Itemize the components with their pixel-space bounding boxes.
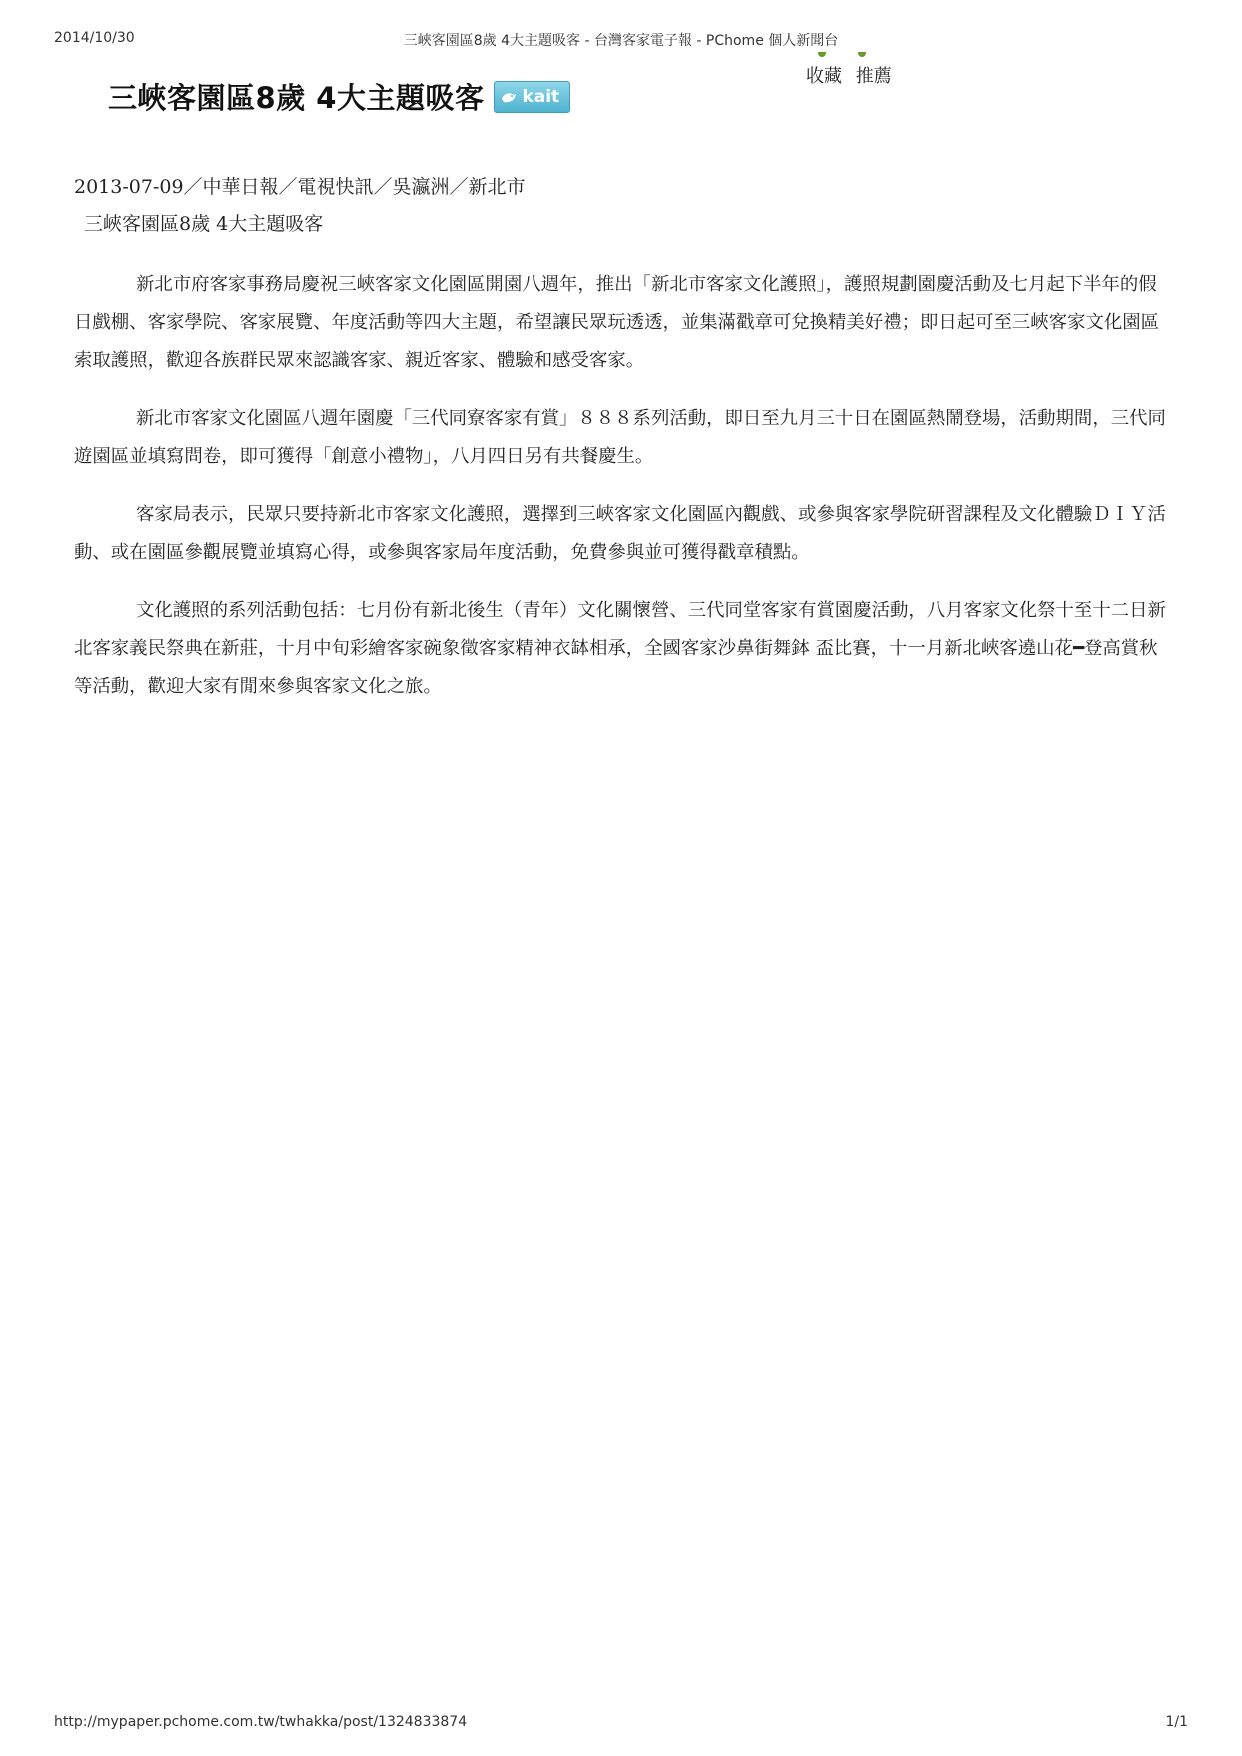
print-doc-title: 三峽客園區8歲 4大主題吸客 - 台灣客家電子報 - PChome 個人新聞台 bbox=[403, 33, 839, 49]
paragraph: 新北市府客家事務局慶祝三峽客家文化園區開園八週年，推出「新北市客家文化護照」，護照規劃園慶活動及七月起下半年的假日戲棚、客家學院、客家展覽、年度活動等四大主題，希望讓民眾玩透透，並集滿戳章可兌換精美好禮；即日起可至三峽客家文化園區索取護照，歡迎各族群民眾來認識客家、親近客家、體驗和感受客家。 bbox=[74, 274, 1160, 371]
print-date: 2014/10/30 bbox=[54, 30, 135, 46]
print-header bbox=[54, 30, 1188, 50]
kait-badge-label: kait bbox=[522, 86, 560, 107]
paragraph: 新北市客家文化園區八週年園慶「三代同寮客家有賞」８８８系列活動，即日至九月三十日在園區熱鬧登場，活動期間，三代同遊園區並填寫問卷，即可獲得「創意小禮物」，八月四日另有共餐慶生。 bbox=[74, 408, 1166, 467]
kait-badge-button[interactable] bbox=[494, 81, 570, 113]
action-icons bbox=[806, 48, 900, 62]
page-title: 三峽客園區8歲 4大主題吸客 bbox=[108, 81, 485, 115]
print-footer bbox=[54, 1714, 1188, 1734]
recommend-button[interactable]: 推薦 bbox=[855, 66, 892, 87]
article-title-row bbox=[108, 76, 570, 117]
article-body bbox=[74, 266, 1170, 726]
paragraph: 文化護照的系列活動包括：七月份有新北後生（青年）文化關懷營、三代同堂客家有賞園慶活動，八月客家文化祭十至十二日新北客家義民祭典在新莊，十月中旬彩繪客家碗象徵客家精神衣缽相承，全國客家沙鼻街舞鉢 盃比賽，十一月新北峽客遶山花━登高賞秋等活動，歡迎大家有閒來參與客家文化之旅。 bbox=[74, 600, 1166, 697]
collect-icon bbox=[818, 52, 826, 57]
collect-button[interactable]: 收藏 bbox=[806, 66, 842, 87]
bird-icon bbox=[501, 90, 517, 104]
print-url: http://mypaper.pchome.com.tw/twhakka/post/1324833874 bbox=[54, 1714, 468, 1730]
article-meta: 2013-07-09／中華日報／電視快訊／吳瀛洲／新北市 bbox=[74, 176, 526, 198]
article-actions bbox=[806, 48, 900, 88]
page-number: 1/1 bbox=[1165, 1714, 1188, 1730]
paragraph: 客家局表示，民眾只要持新北市客家文化護照，選擇到三峽客家文化園區內觀戲、或參與客家學院研習課程及文化體驗ＤＩＹ活動、或在園區參觀展覽並填寫心得，或參與客家局年度活動，免費參與並可獲得戳章積點。 bbox=[74, 504, 1166, 563]
recommend-icon bbox=[858, 52, 866, 57]
article-subtitle: 三峽客園區8歲 4大主題吸客 bbox=[84, 213, 324, 235]
